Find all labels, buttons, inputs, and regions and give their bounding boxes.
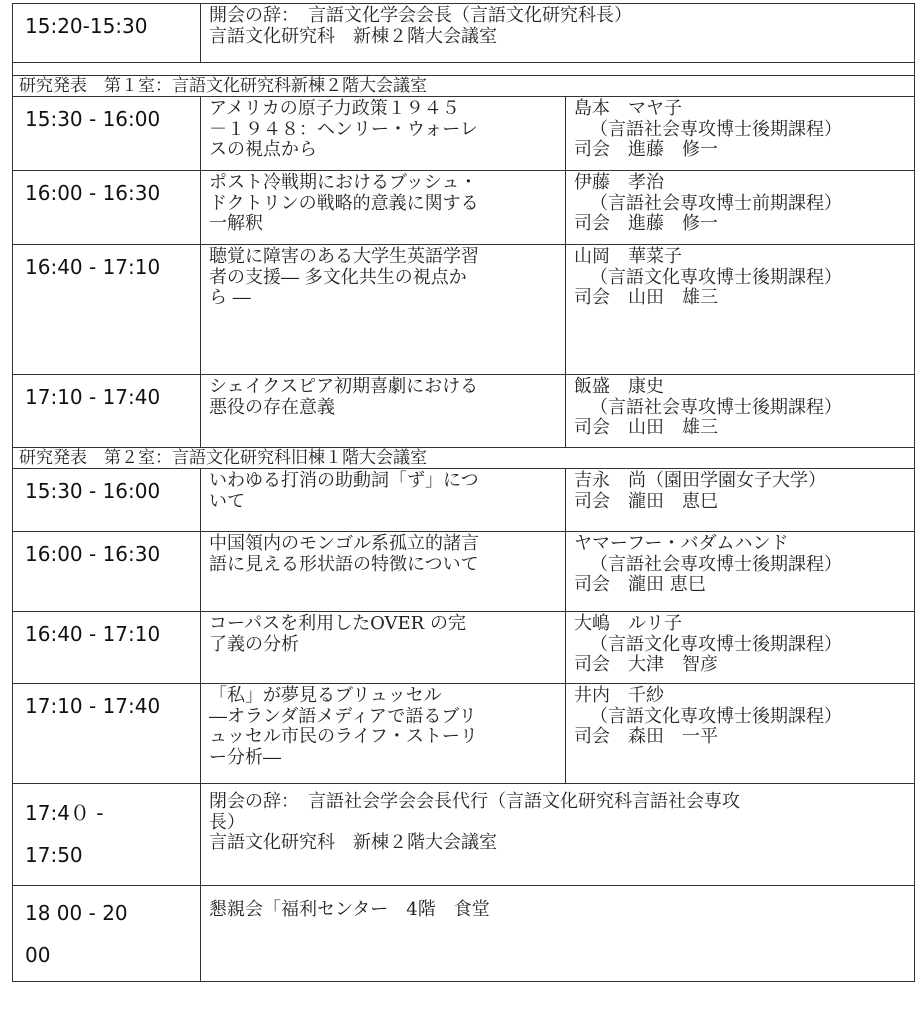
presenter-name: 山岡 華菜子 [574, 246, 682, 267]
talk-title-line: ら ― [209, 287, 251, 308]
talk-title-cell [201, 375, 566, 448]
party-time-line: 00 [25, 943, 51, 967]
talk-title-cell [201, 97, 566, 171]
talk-title-line: アメリカの原子力政策１９４５ [209, 98, 460, 119]
talk-title-line: ュッセル市民のライフ・ストーリ [209, 726, 478, 747]
presenter-affiliation: （言語社会専攻博士後期課程） [590, 396, 842, 418]
opening-line: 言語文化研究科 新棟２階大会議室 [209, 25, 497, 47]
party-cell [201, 886, 915, 982]
presenter-name: 大嶋 ルリ子 [574, 613, 682, 634]
talk-title-line: －１９４８：ヘンリー・ウォーレ [209, 118, 478, 140]
talk-title-line: 了義の分析 [209, 633, 299, 655]
chair-name: 司会 山田 雄三 [574, 287, 718, 308]
room2-header-row [13, 448, 915, 469]
spacer-row [13, 63, 915, 76]
talk-title-line: いて [209, 490, 245, 512]
chair-name: 司会 森田 一平 [574, 726, 718, 747]
talk-time: 16:40 - 17:10 [13, 245, 201, 375]
talk-title-cell [201, 684, 566, 784]
talk-row [13, 171, 915, 245]
talk-presenter-cell [566, 469, 915, 532]
presenter-affiliation: （言語社会専攻博士後期課程） [590, 118, 842, 140]
talk-presenter-cell [566, 612, 915, 684]
talk-title-line: スの視点から [209, 139, 317, 160]
party-time-line: 18 00 - 20 [25, 901, 128, 925]
talk-time: 15:30 - 16:00 [13, 97, 201, 171]
talk-row [13, 684, 915, 784]
chair-name: 司会 瀧田 恵巳 [574, 574, 706, 595]
schedule-table [12, 3, 915, 982]
talk-title-cell [201, 171, 566, 245]
talk-time: 15:30 - 16:00 [13, 469, 201, 532]
talk-title-line: 語に見える形状語の特徴について [209, 553, 479, 575]
talk-presenter-cell [566, 532, 915, 612]
talk-title-line: 聴覚に障害のある大学生英語学習 [209, 246, 479, 267]
presenter-affiliation: （言語文化専攻博士後期課程） [590, 633, 842, 655]
talk-row [13, 469, 915, 532]
opening-time: 15:20-15:30 [13, 4, 201, 63]
talk-title-line: 者の支援― 多文化共生の視点か [209, 266, 467, 288]
room1-header-row [13, 76, 915, 97]
talk-title-line: ー分析― [209, 746, 281, 768]
presenter-name: 吉永 尚（園田学園女子大学） [574, 470, 826, 491]
party-text: 懇親会「福利センター 4階 食堂 [209, 899, 490, 920]
closing-cell [201, 784, 915, 886]
presenter-affiliation: （言語社会専攻博士前期課程） [590, 192, 842, 214]
talk-time: 17:10 - 17:40 [13, 375, 201, 448]
presenter-affiliation: （言語文化専攻博士後期課程） [590, 266, 842, 288]
presenter-name: 飯盛 康史 [574, 376, 664, 397]
talk-time: 17:10 - 17:40 [13, 684, 201, 784]
talk-time: 16:00 - 16:30 [13, 171, 201, 245]
chair-name: 司会 進藤 修一 [574, 213, 718, 234]
chair-name: 司会 山田 雄三 [574, 417, 718, 438]
opening-cell [201, 4, 915, 63]
talk-presenter-cell [566, 245, 915, 375]
talk-row [13, 97, 915, 171]
presenter-name: 島本 マヤ子 [574, 98, 682, 119]
talk-title-line: シェイクスピア初期喜劇における [209, 376, 479, 397]
talk-row [13, 375, 915, 448]
presenter-name: ヤマーフー・バダムハンド [574, 533, 789, 554]
talk-title-line: コーパスを利用したOVER の完 [209, 613, 466, 634]
closing-line: 長） [209, 811, 245, 833]
talk-presenter-cell [566, 375, 915, 448]
party-row [13, 886, 915, 982]
closing-line: 閉会の辞： 言語社会学会会長代行（言語文化研究科言語社会専攻 [209, 791, 740, 812]
talk-title-line: 「私」が夢見るブリュッセル [209, 685, 442, 706]
talk-presenter-cell [566, 171, 915, 245]
talk-row [13, 612, 915, 684]
talk-title-line: 一解釈 [209, 213, 263, 234]
chair-name: 司会 進藤 修一 [574, 139, 718, 160]
talk-title-cell [201, 612, 566, 684]
opening-row [13, 4, 915, 63]
room2-header: 研究発表 第２室：言語文化研究科旧棟１階大会議室 [13, 448, 915, 469]
closing-row [13, 784, 915, 886]
presenter-affiliation: （言語文化専攻博士後期課程） [590, 705, 842, 727]
party-time [13, 886, 201, 982]
talk-row [13, 245, 915, 375]
talk-title-cell [201, 245, 566, 375]
talk-title-line: いわゆる打消の助動詞「ず」につ [209, 470, 479, 491]
closing-line: 言語文化研究科 新棟２階大会議室 [209, 832, 497, 853]
presenter-affiliation: （言語社会専攻博士後期課程） [590, 553, 842, 575]
talk-time: 16:40 - 17:10 [13, 612, 201, 684]
room1-header: 研究発表 第１室：言語文化研究科新棟２階大会議室 [13, 76, 915, 97]
chair-name: 司会 大津 智彦 [574, 654, 718, 675]
talk-title-line: ―オランダ語メディアで語るブリ [209, 705, 477, 727]
talk-title-line: 中国領内のモンゴル系孤立的諸言 [209, 533, 479, 554]
talk-row [13, 532, 915, 612]
talk-title-cell [201, 532, 566, 612]
chair-name: 司会 瀧田 恵巳 [574, 490, 718, 512]
opening-line: 開会の辞： 言語文化学会会長（言語文化研究科長） [209, 5, 632, 26]
talk-title-line: ポスト冷戦期におけるブッシュ・ [209, 172, 478, 193]
closing-time [13, 784, 201, 886]
presenter-name: 伊藤 孝治 [574, 172, 664, 193]
talk-title-line: 悪役の存在意義 [209, 396, 335, 418]
closing-time-line: 17:4０ - [25, 801, 104, 825]
closing-time-line: 17:50 [25, 843, 83, 867]
presenter-name: 井内 千紗 [574, 685, 664, 706]
talk-presenter-cell [566, 97, 915, 171]
talk-time: 16:00 - 16:30 [13, 532, 201, 612]
talk-title-cell [201, 469, 566, 532]
talk-title-line: ドクトリンの戦略的意義に関する [209, 192, 479, 214]
talk-presenter-cell [566, 684, 915, 784]
